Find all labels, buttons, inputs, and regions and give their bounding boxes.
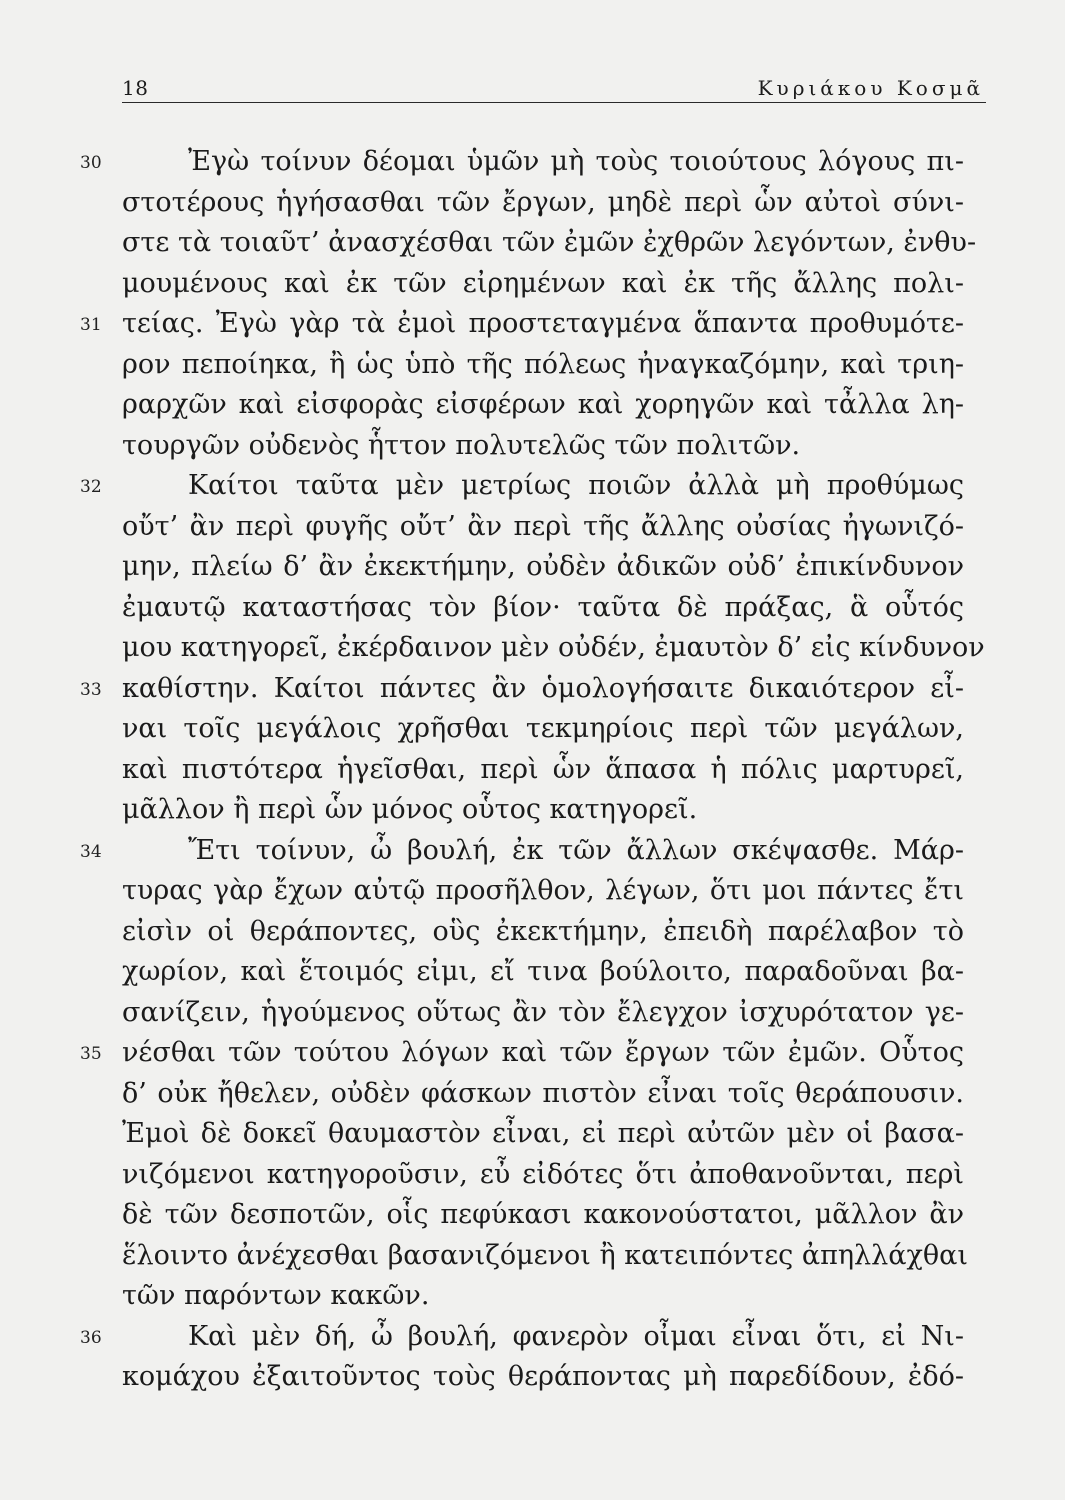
text-line [0, 952, 1065, 993]
line-text: δὲ τῶν δεσποτῶν, οἷς πεφύκασι κακονούστατοι, μᾶλλον ἂν [122, 1199, 964, 1230]
text-line [0, 142, 1065, 183]
text-line [0, 1276, 1065, 1317]
line-text: τυρας γὰρ ἔχων αὐτῷ προσῆλθον, λέγων, ὅτι μοι πάντες ἔτι [122, 875, 964, 906]
text-line [0, 345, 1065, 386]
text-line [0, 385, 1065, 426]
page-header [122, 72, 986, 103]
line-text: νιζόμενοι κατηγοροῦσιν, εὖ εἰδότες ὅτι ἀποθανοῦνται, περὶ [122, 1158, 964, 1190]
body-text [0, 142, 1065, 1398]
line-text: ρον πεποίηκα, ἢ ὡς ὑπὸ τῆς πόλεως ἠναγκαζόμην, καὶ τριη- [122, 348, 964, 380]
text-line [0, 871, 1065, 912]
line-text: Καὶ μὲν δή, ὦ βουλή, φανερὸν οἶμαι εἶναι ὅτι, εἰ Νι- [188, 1320, 964, 1352]
line-text: μην, πλείω δ’ ἂν ἐκεκτήμην, οὐδὲν ἀδικῶν οὐδ’ ἐπικίνδυνον [122, 551, 964, 582]
text-line [0, 466, 1065, 507]
text-line [0, 183, 1065, 224]
text-line [0, 1357, 1065, 1398]
running-head: Κυριάκου Κοσμᾶ [757, 76, 984, 100]
text-line [0, 1155, 1065, 1196]
line-text: τείας. Ἐγὼ γὰρ τὰ ἐμοὶ προστεταγμένα ἅπαντα προθυμότε- [122, 308, 964, 339]
line-text: κομάχου ἐξαιτοῦντος τοὺς θεράποντας μὴ παρεδίδουν, ἐδό- [122, 1361, 964, 1392]
text-line [0, 912, 1065, 953]
line-text: τουργῶν οὐδενὸς ἧττον πολυτελῶς τῶν πολιτῶν. [122, 429, 801, 461]
line-text: μου κατηγορεῖ, ἐκέρδαινον μὲν οὐδέν, ἐμαυτὸν δ’ εἰς κίνδυνον [122, 632, 985, 663]
line-text: Ἐγὼ τοίνυν δέομαι ὑμῶν μὴ τοὺς τοιούτους λόγους πι- [188, 146, 964, 177]
section-number: 34 [80, 841, 102, 862]
line-text: μᾶλλον ἢ περὶ ὧν μόνος οὗτος κατηγορεῖ. [122, 794, 698, 825]
text-line [0, 669, 1065, 710]
line-text: Ἔτι τοίνυν, ὦ βουλή, ἐκ τῶν ἄλλων σκέψασθε. Μάρ- [188, 834, 964, 866]
line-text: στε τὰ τοιαῦτ’ ἀνασχέσθαι τῶν ἐμῶν ἐχθρῶν λεγόντων, ἐνθυ- [122, 227, 977, 258]
line-text: δ’ οὐκ ἤθελεν, οὐδὲν φάσκων πιστὸν εἶναι τοῖς θεράπουσιν. [122, 1077, 964, 1109]
text-line [0, 709, 1065, 750]
line-text: χωρίον, καὶ ἕτοιμός εἰμι, εἴ τινα βούλοιτο, παραδοῦναι βα- [122, 956, 964, 987]
line-text: ναι τοῖς μεγάλοις χρῆσθαι τεκμηρίοις περὶ τῶν μεγάλων, [122, 713, 964, 744]
text-line [0, 1033, 1065, 1074]
text-line [0, 304, 1065, 345]
text-line [0, 790, 1065, 831]
text-line [0, 507, 1065, 548]
line-text: εἰσὶν οἱ θεράποντες, οὓς ἐκεκτήμην, ἐπειδὴ παρέλαβον τὸ [122, 915, 964, 947]
text-line [0, 750, 1065, 791]
text-line [0, 1317, 1065, 1358]
text-line [0, 1114, 1065, 1155]
line-text: ἐμαυτῷ καταστήσας τὸν βίον· ταῦτα δὲ πράξας, ἃ οὗτός [122, 591, 964, 623]
text-line [0, 547, 1065, 588]
text-line [0, 1195, 1065, 1236]
section-number: 36 [80, 1327, 102, 1348]
section-number: 32 [80, 477, 102, 497]
line-text: σανίζειν, ἡγούμενος οὕτως ἂν τὸν ἔλεγχον ἰσχυρότατον γε- [122, 996, 964, 1028]
line-text: μουμένους καὶ ἐκ τῶν εἰρημένων καὶ ἐκ τῆς ἄλλης πολι- [122, 267, 964, 299]
line-text: Ἐμοὶ δὲ δοκεῖ θαυμαστὸν εἶναι, εἰ περὶ αὐτῶν μὲν οἱ βασα- [122, 1118, 964, 1149]
line-text: στοτέρους ἡγήσασθαι τῶν ἔργων, μηδὲ περὶ ὧν αὐτοὶ σύνι- [122, 186, 964, 218]
text-line [0, 831, 1065, 872]
text-line [0, 1074, 1065, 1115]
line-text: ραρχῶν καὶ εἰσφορὰς εἰσφέρων καὶ χορηγῶν καὶ τἆλλα λη- [122, 389, 964, 420]
line-text: ἕλοιντο ἀνέχεσθαι βασανιζόμενοι ἢ κατειπόντες ἀπηλλάχθαι [122, 1239, 968, 1271]
section-number: 31 [80, 315, 102, 335]
text-line [0, 993, 1065, 1034]
page-number: 18 [122, 76, 149, 100]
text-line [0, 588, 1065, 629]
line-text: τῶν παρόντων κακῶν. [122, 1280, 430, 1311]
text-line [0, 426, 1065, 467]
section-number: 33 [80, 679, 102, 700]
text-line [0, 264, 1065, 305]
text-line [0, 223, 1065, 264]
line-text: οὔτ’ ἂν περὶ φυγῆς οὔτ’ ἂν περὶ τῆς ἄλλης οὐσίας ἠγωνιζό- [122, 510, 964, 542]
text-line [0, 628, 1065, 669]
line-text: καὶ πιστότερα ἡγεῖσθαι, περὶ ὧν ἅπασα ἡ πόλις μαρτυρεῖ, [122, 753, 964, 785]
text-line [0, 1236, 1065, 1277]
section-number: 35 [80, 1044, 102, 1064]
line-text: νέσθαι τῶν τούτου λόγων καὶ τῶν ἔργων τῶν ἐμῶν. Οὗτος [122, 1037, 964, 1068]
section-number: 30 [80, 153, 102, 173]
line-text: καθίστην. Καίτοι πάντες ἂν ὁμολογήσαιτε δικαιότερον εἶ- [122, 672, 964, 704]
line-text: Καίτοι ταῦτα μὲν μετρίως ποιῶν ἀλλὰ μὴ προθύμως [188, 470, 964, 501]
